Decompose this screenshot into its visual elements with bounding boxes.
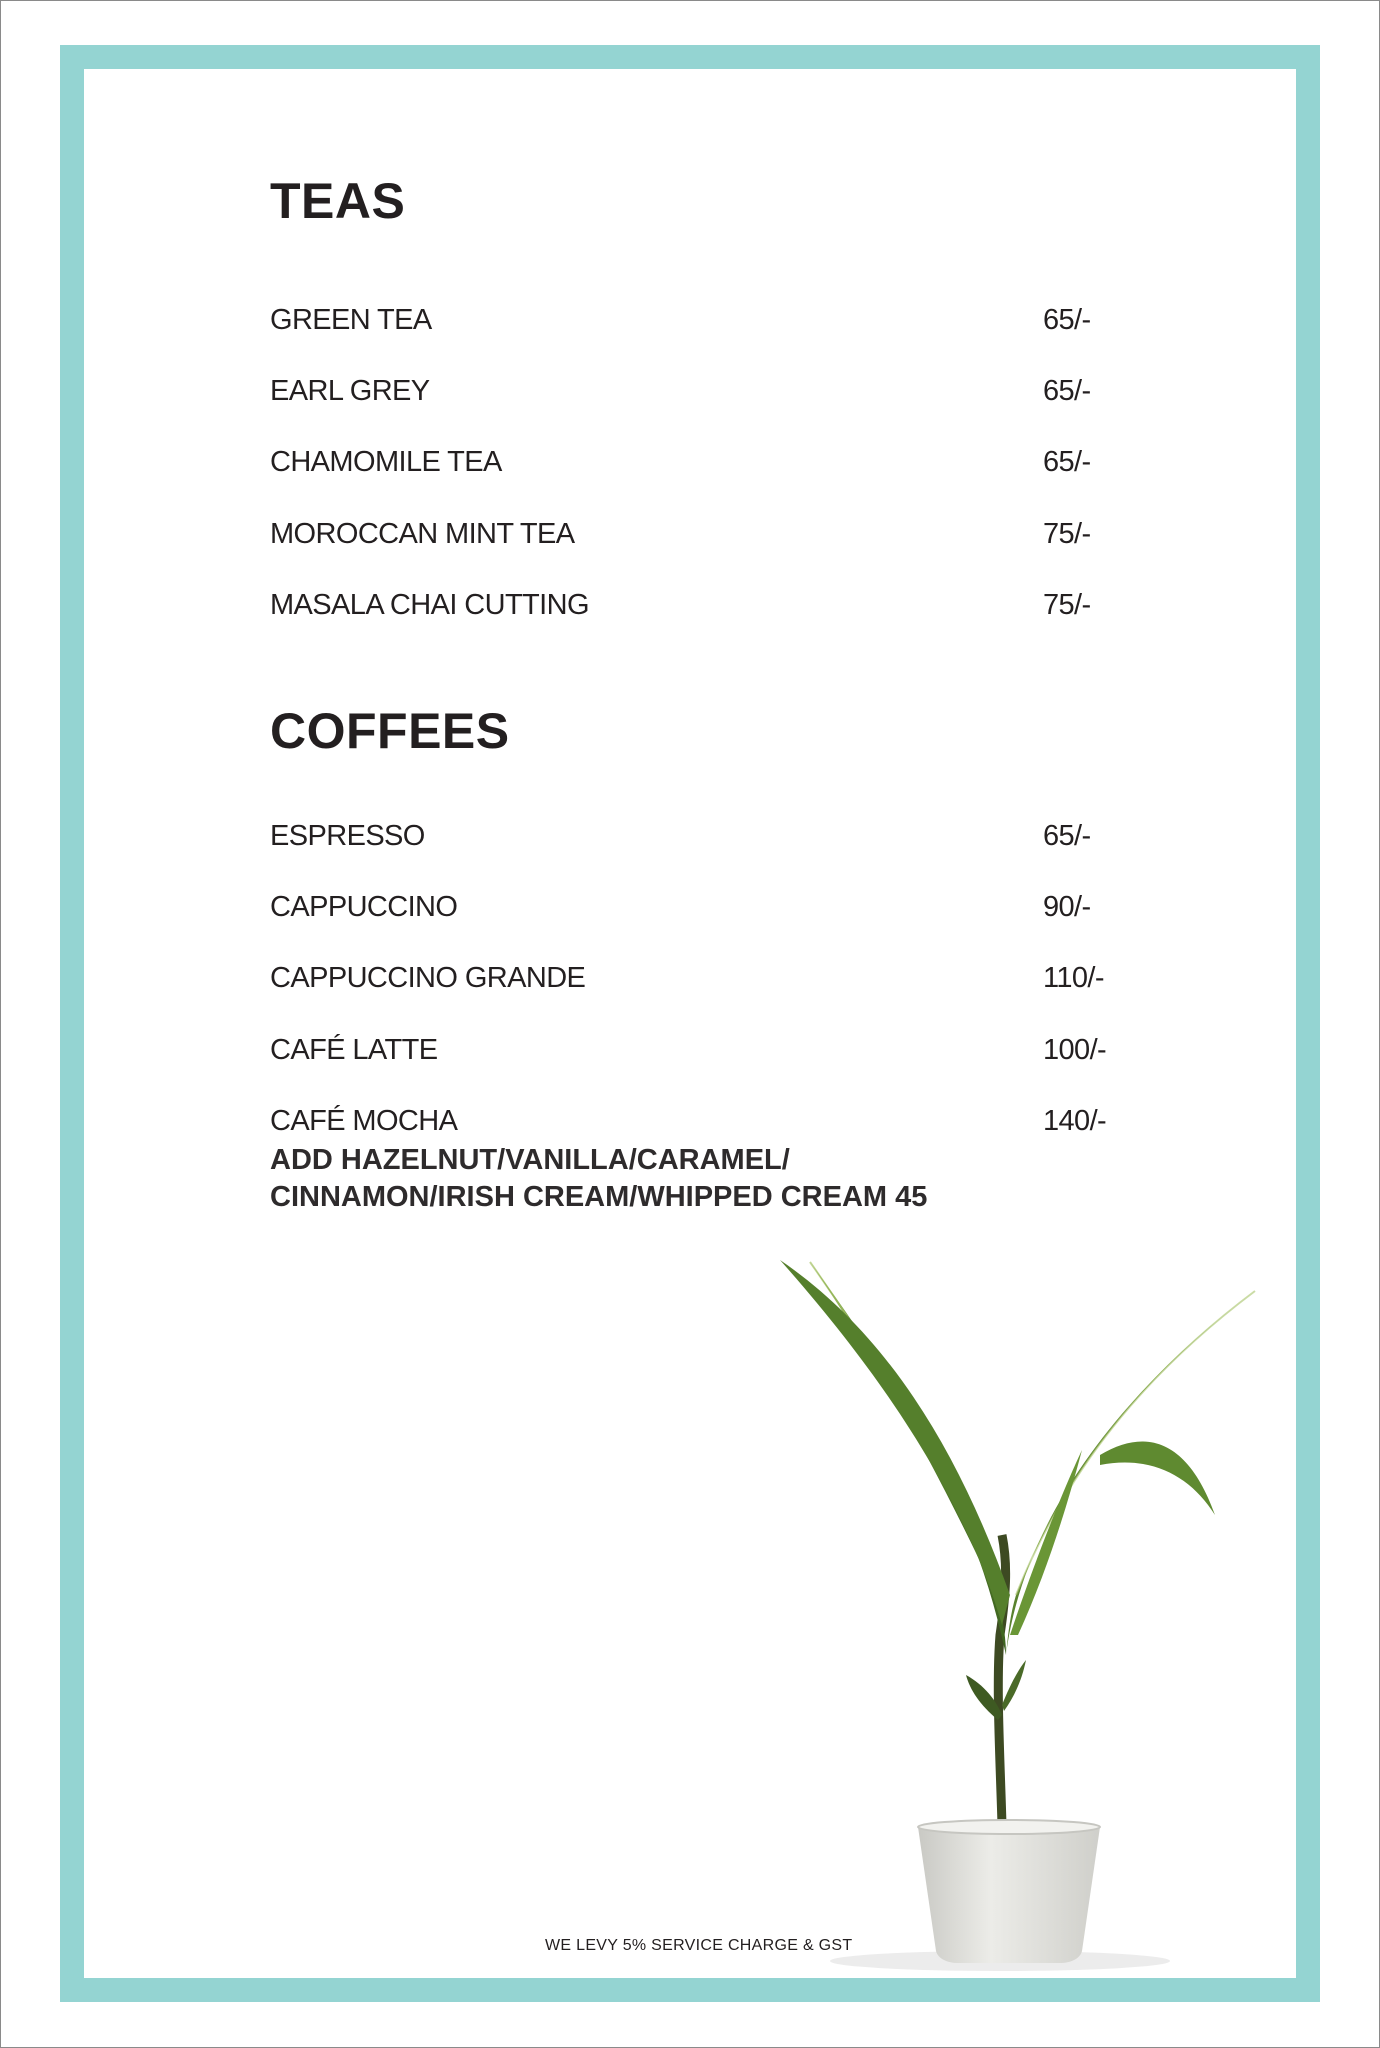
item-name: MASALA CHAI CUTTING: [270, 589, 589, 621]
item-name: MOROCCAN MINT TEA: [270, 518, 575, 550]
menu-item-cafe-latte: [270, 1030, 1120, 1070]
item-name: CAFÉ LATTE: [270, 1034, 438, 1066]
item-name: CAPPUCCINO: [270, 891, 458, 923]
potted-plant-icon: [770, 1215, 1270, 1975]
menu-item-green-tea: [270, 300, 1120, 340]
menu-item-espresso: [270, 816, 1120, 856]
addon-line: ADD HAZELNUT/VANILLA/CARAMEL/: [270, 1144, 790, 1176]
item-price: 90/-: [1043, 891, 1091, 923]
item-price: 65/-: [1043, 446, 1091, 478]
item-price: 100/-: [1043, 1034, 1107, 1066]
teas-heading: TEAS: [270, 173, 406, 229]
addon-line: CINNAMON/IRISH CREAM/WHIPPED CREAM 45: [270, 1181, 928, 1213]
item-name: GREEN TEA: [270, 304, 432, 336]
item-name: EARL GREY: [270, 375, 430, 407]
item-name: CAFÉ MOCHA: [270, 1105, 458, 1137]
menu-item-chamomile-tea: [270, 442, 1120, 482]
item-price: 65/-: [1043, 375, 1091, 407]
coffees-heading: COFFEES: [270, 703, 510, 759]
item-price: 65/-: [1043, 304, 1091, 336]
item-price: 65/-: [1043, 820, 1091, 852]
menu-item-cappuccino-grande: [270, 958, 1120, 998]
item-price: 140/-: [1043, 1105, 1107, 1137]
item-name: ESPRESSO: [270, 820, 425, 852]
item-price: 110/-: [1043, 962, 1104, 994]
menu-item-cafe-mocha: [270, 1101, 1120, 1141]
item-price: 75/-: [1043, 518, 1091, 550]
menu-item-masala-chai-cutting: [270, 585, 1120, 625]
item-name: CAPPUCCINO GRANDE: [270, 962, 586, 994]
menu-item-earl-grey: [270, 371, 1120, 411]
item-price: 75/-: [1043, 589, 1091, 621]
menu-item-moroccan-mint-tea: [270, 514, 1120, 554]
item-name: CHAMOMILE TEA: [270, 446, 502, 478]
service-charge-note: WE LEVY 5% SERVICE CHARGE & GST: [545, 1937, 853, 1954]
menu-item-cappuccino: [270, 887, 1120, 927]
addon-note: [270, 1142, 1030, 1216]
